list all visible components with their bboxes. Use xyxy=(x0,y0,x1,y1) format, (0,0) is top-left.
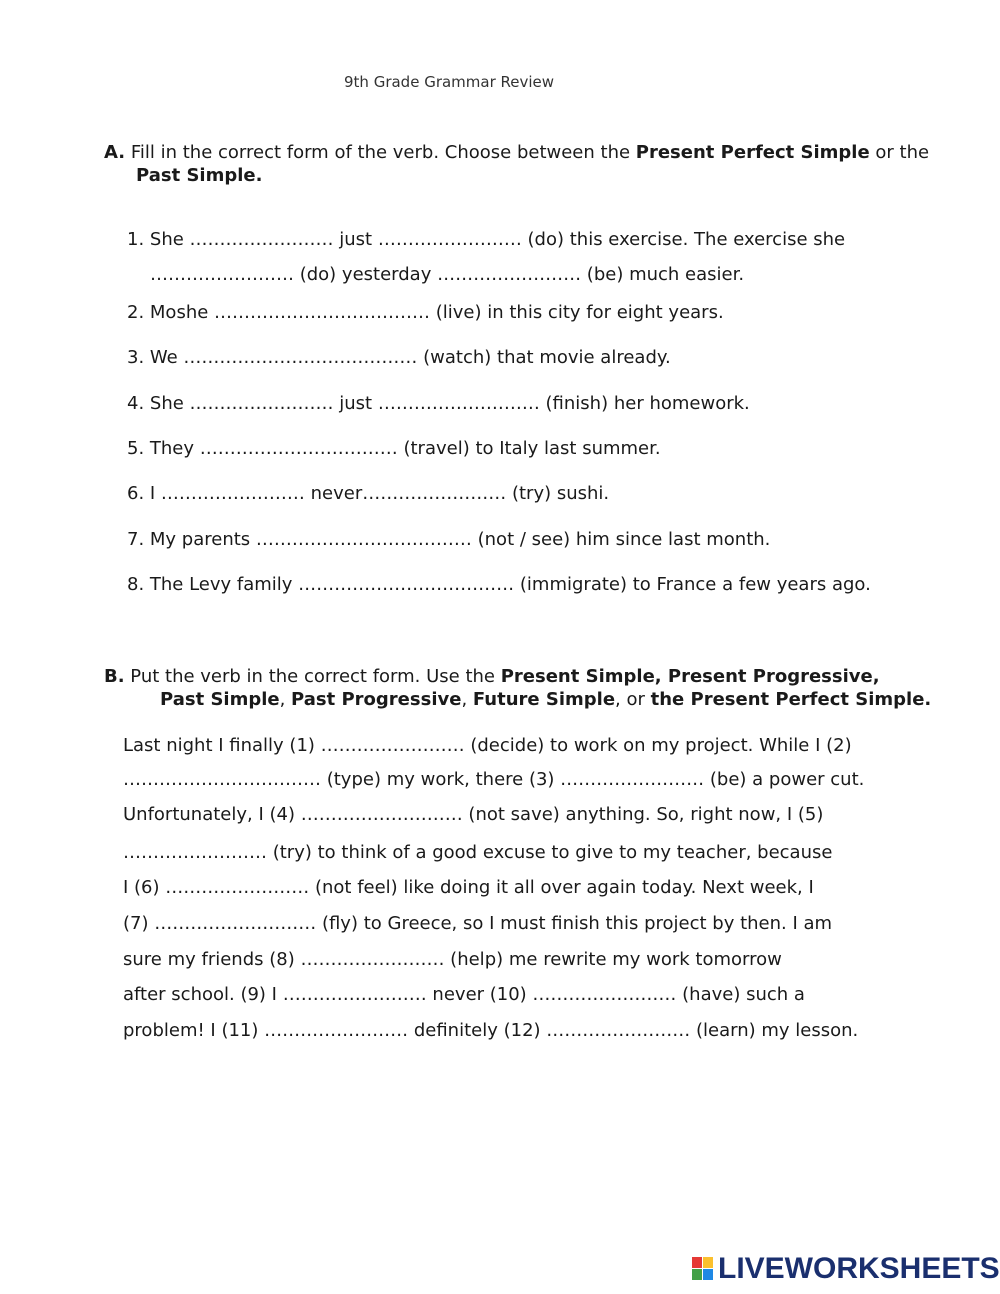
paragraph-line-9: problem! I (11) …………………… definitely (12) …………………… (learn) my lesson. xyxy=(123,1020,859,1041)
exercise-item-7: 7. My parents ……………………………… (not / see) him since last month. xyxy=(127,529,771,550)
logo-text: LIVEWORKSHEETS xyxy=(718,1252,1000,1285)
paragraph-line-5: I (6) …………………… (not feel) like doing it all over again today. Next week, I xyxy=(123,877,814,898)
section-b-sep-1: , xyxy=(279,689,292,710)
section-a-instruction-line-2 xyxy=(136,165,262,187)
section-a-instruction-or: or the xyxy=(869,142,930,163)
section-b-letter: B. xyxy=(104,666,125,687)
exercise-item-5: 5. They …………………………… (travel) to Italy last summer. xyxy=(127,438,661,459)
section-b-tense-past-simple: Past Simple xyxy=(160,689,280,710)
section-b-instruction-text: Put the verb in the correct form. Use the xyxy=(130,666,501,687)
paragraph-line-7: sure my friends (8) …………………… (help) me rewrite my work tomorrow xyxy=(123,949,782,970)
section-a-tense-1: Present Perfect Simple xyxy=(635,142,870,163)
paragraph-line-1: Last night I finally (1) …………………… (decide) to work on my project. While I (2) xyxy=(123,735,852,756)
exercise-item-1-cont: …………………… (do) yesterday …………………… (be) much easier. xyxy=(150,264,745,285)
section-b-sep-2: , xyxy=(461,689,473,710)
paragraph-line-2: …………………………… (type) my work, there (3) …………………… (be) a power cut. xyxy=(123,769,865,790)
section-a-instruction-text: Fill in the correct form of the verb. Choose between the xyxy=(130,142,636,163)
exercise-item-4: 4. She …………………… just ……………………… (finish) her homework. xyxy=(127,393,750,414)
section-b-tenses-1: Present Simple, Present Progressive, xyxy=(500,666,880,687)
section-b-sep-3: , or xyxy=(615,689,651,710)
section-b-instruction-line-2 xyxy=(160,689,931,711)
section-b-instruction xyxy=(104,666,880,688)
paragraph-line-4: …………………… (try) to think of a good excuse to give to my teacher, because xyxy=(123,842,833,863)
exercise-item-6: 6. I …………………… never…………………… (try) sushi. xyxy=(127,483,610,504)
paragraph-line-8: after school. (9) I …………………… never (10) …………………… (have) such a xyxy=(123,984,805,1005)
section-b-tense-past-progressive: Past Progressive xyxy=(291,689,462,710)
exercise-item-2: 2. Moshe ……………………………… (live) in this city for eight years. xyxy=(127,302,724,323)
page-title: 9th Grade Grammar Review xyxy=(344,73,555,91)
exercise-item-1: 1. She …………………… just …………………… (do) this exercise. The exercise she xyxy=(127,229,846,250)
exercise-item-8: 8. The Levy family ……………………………… (immigrate) to France a few years ago. xyxy=(127,574,871,595)
section-a-tense-2: Past Simple. xyxy=(136,165,263,186)
paragraph-line-6: (7) ……………………… (fly) to Greece, so I must finish this project by then. I am xyxy=(123,913,833,934)
logo-mark-icon xyxy=(692,1257,714,1281)
exercise-item-3: 3. We ………………………………… (watch) that movie already. xyxy=(127,347,671,368)
section-a-instruction xyxy=(104,142,929,164)
section-a-letter: A. xyxy=(104,142,126,163)
section-b-tense-future-simple: Future Simple xyxy=(472,689,616,710)
liveworksheets-logo xyxy=(692,1252,1000,1286)
section-b-tense-present-perfect: the Present Perfect Simple. xyxy=(650,689,932,710)
paragraph-line-3: Unfortunately, I (4) ……………………… (not save) anything. So, right now, I (5) xyxy=(123,804,824,825)
